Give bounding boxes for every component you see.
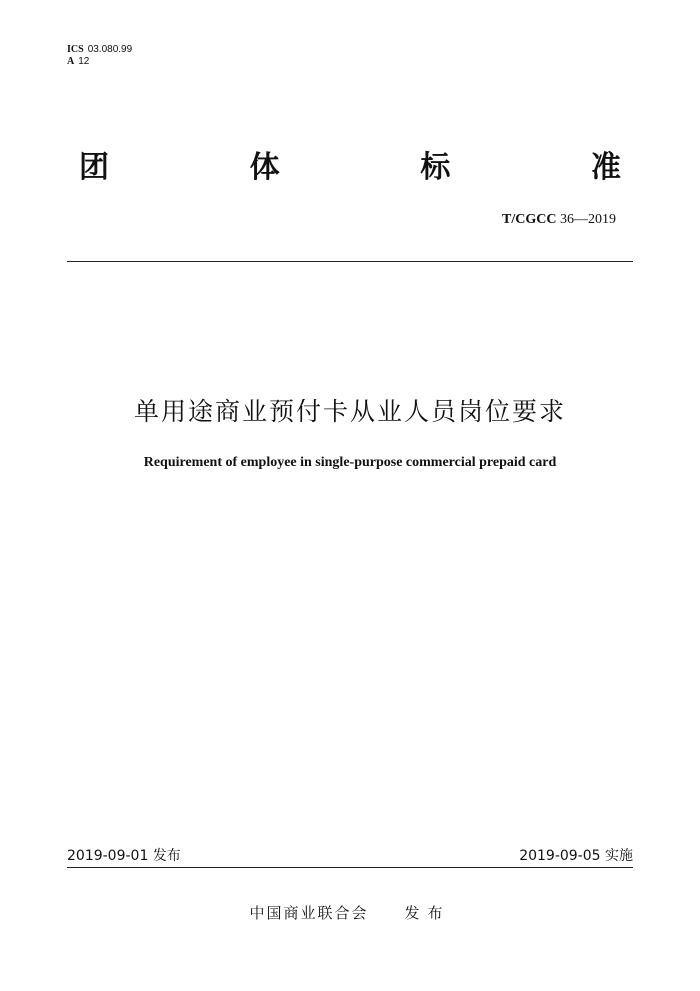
publisher-action: 发布 [404,904,451,922]
standard-code-prefix: T/CGCC [502,212,557,227]
bottom-divider [67,867,633,868]
implementation-date: 2019-09-05 实施 [519,848,633,864]
publisher-organization: 中国商业联合会 [249,904,369,922]
standard-type-char: 体 [249,150,280,185]
ccs-value: 12 [78,56,90,67]
top-divider [67,261,633,262]
standard-type-heading [67,144,633,184]
title-chinese: 单用途商业预付卡从业人员岗位要求 [133,397,566,426]
ics-line [67,44,132,56]
standard-type-char: 标 [420,150,451,185]
ccs-line [67,56,132,68]
standard-code-number: 36—2019 [560,212,616,227]
classification-block [67,44,132,68]
ics-label: ICS [67,44,84,55]
ccs-label: A [67,56,75,67]
standard-type-char: 准 [590,150,621,185]
standard-code [502,212,616,228]
issue-date: 2019-09-01 发布 [67,848,181,864]
title-english: Requirement of employee in single-purpose commercial prepaid card [143,455,557,470]
publisher-line [0,902,700,923]
ics-value: 03.080.99 [87,44,133,55]
standard-type-char: 团 [79,150,109,185]
